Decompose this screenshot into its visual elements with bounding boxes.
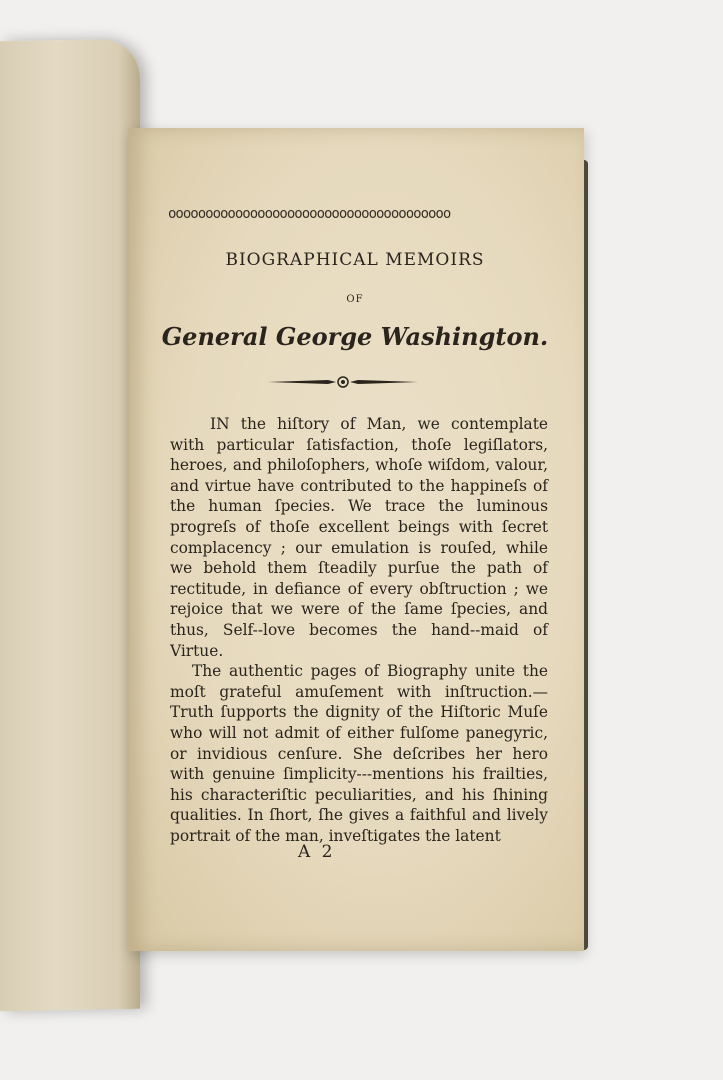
paragraph-2: The authentic pages of Biography unite the moſt grateful amuſement with inſtruction.— Truth ſupports the dignity of the Hiſtoric Muſe who will not admit of either fulſome panegyric, or invidious cenſure. She deſcribes her hero with genuine ſimplicity---mentions his frailties, his characteriſtic peculiarities, and his ſhining qualities. In ſhort, ſhe gives a faithful and lively portrait of the man, inveſtigates the latent bbox=[170, 662, 548, 845]
paragraph-1: IN the hiſtory of Man, we contemplate with particular ſatisfaction, thoſe legiſlators, heroes, and philoſophers, whoſe wiſdom, valour, and virtue have contributed to the happineſs of the human ſpecies. We trace the luminous progreſs of thoſe excellent beings with ſecret complacency ; our emulation is rouſed, while we behold them ſteadily purſue the path of rectitude, in defiance of every obſtruction ; we rejoice that we were of the ſame ſpecies, and thus, Self--love becomes the hand--maid of Virtue. bbox=[170, 415, 548, 660]
decorative-rule bbox=[268, 376, 418, 388]
ornament-border: oooooooooooooooooooooooooooooooooooooo bbox=[168, 206, 451, 222]
page-heading: BIOGRAPHICAL MEMOIRS bbox=[225, 250, 485, 270]
body-text bbox=[170, 414, 548, 846]
page-subject: General George Washington. bbox=[161, 322, 549, 351]
left-page bbox=[0, 39, 140, 1011]
page-heading-of: OF bbox=[346, 294, 364, 305]
signature-mark: A 2 bbox=[298, 842, 336, 862]
